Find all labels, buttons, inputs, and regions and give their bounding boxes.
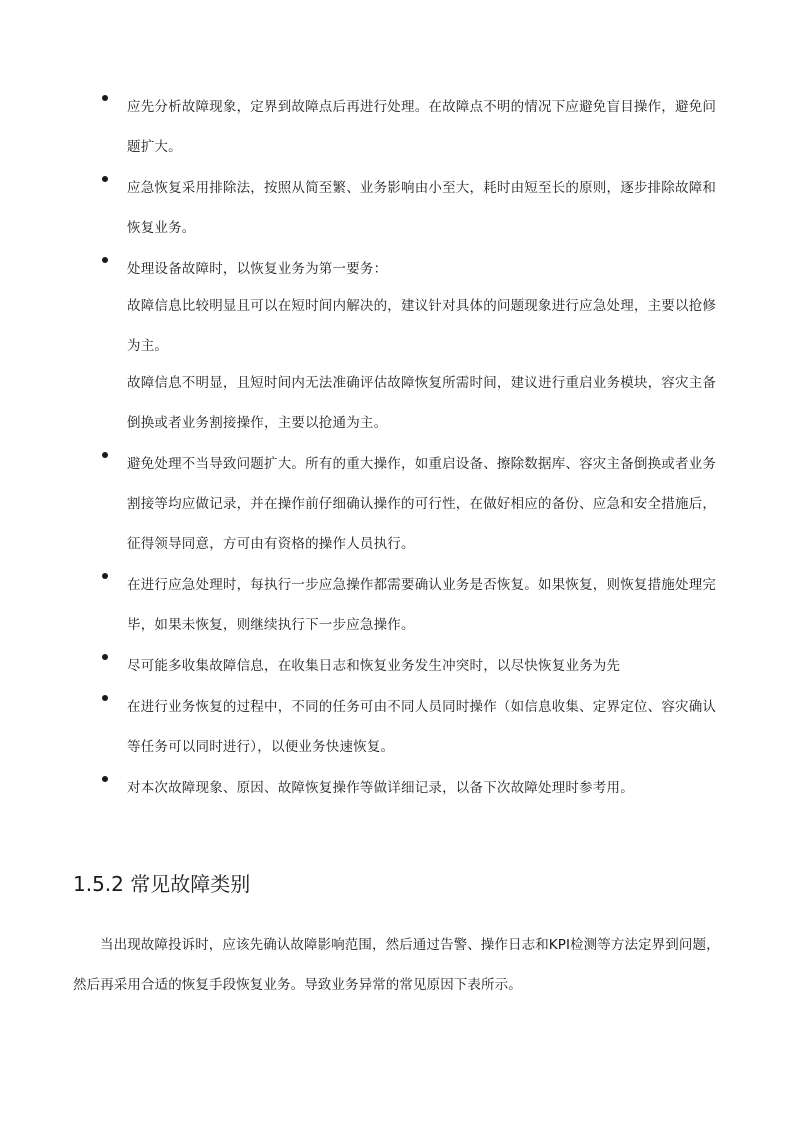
list-item-text: 在进行应急处理时，每执行一步应急操作都需要确认业务是否恢复。如果恢复，则恢复措施处理完毕，如果未恢复，则继续执行下一步应急操作。 [127,577,717,633]
list-item [0,646,793,686]
section-paragraph: 当出现故障投诉时，应该先确认故障影响范围，然后通过告警、操作日志和KPI检测等方法定界到问题，然后再采用合适的恢复手段恢复业务。导致业务异常的常见原因下表所示。 [73,937,720,993]
list-item-text: 尽可能多收集故障信息，在收集日志和恢复业务发生冲突时，以尽快恢复业务为先 [127,658,621,674]
bullet-icon [102,695,108,701]
list-item [0,87,793,167]
bullet-icon [102,654,108,660]
list-item [0,444,793,564]
list-item [0,687,793,767]
bullet-icon [102,573,108,579]
sub-paragraph: 故障信息不明显，且短时间内无法准确评估故障恢复所需时间，建议进行重启业务模块，容灾主备倒换或者业务割接操作，主要以抢通为主。 [127,375,717,431]
bullet-icon [102,257,108,263]
bullet-icon [102,176,108,182]
list-item-text: 对本次故障现象、原因、故障恢复操作等做详细记录，以备下次故障处理时参考用。 [127,780,634,796]
section-heading: 1.5.2 常见故障类别 [73,872,251,896]
bullet-icon [102,452,108,458]
list-item-text: 避免处理不当导致问题扩大。所有的重大操作，如重启设备、擦除数据库、容灾主备倒换或者业务割接等均应做记录，并在操作前仔细确认操作的可行性，在做好相应的备份、应急和安全措施后，征得领导同意，方可由有资格的操作人员执行。 [127,456,717,552]
bullet-icon [102,95,108,101]
guideline-list [0,98,793,820]
sub-paragraph: 故障信息比较明显且可以在短时间内解决的，建议针对具体的问题现象进行应急处理，主要以抢修为主。 [127,298,717,354]
list-item-text: 应急恢复采用排除法，按照从简至繁、业务影响由小至大，耗时由短至长的原则，逐步排除故障和恢复业务。 [127,180,717,236]
list-item-text: 处理设备故障时，以恢复业务为第一要务： [127,261,388,277]
list-item [0,249,793,443]
bullet-icon [102,776,108,782]
list-item-text: 应先分析故障现象，定界到故障点后再进行处理。在故障点不明的情况下应避免盲目操作，避免问题扩大。 [127,99,717,155]
list-item [0,168,793,248]
sub-paragraph-group [0,286,793,443]
list-item [0,565,793,645]
list-item [0,768,793,808]
list-item-text: 在进行业务恢复的过程中，不同的任务可由不同人员同时操作（如信息收集、定界定位、容灾确认等任务可以同时进行），以便业务快速恢复。 [127,699,717,755]
